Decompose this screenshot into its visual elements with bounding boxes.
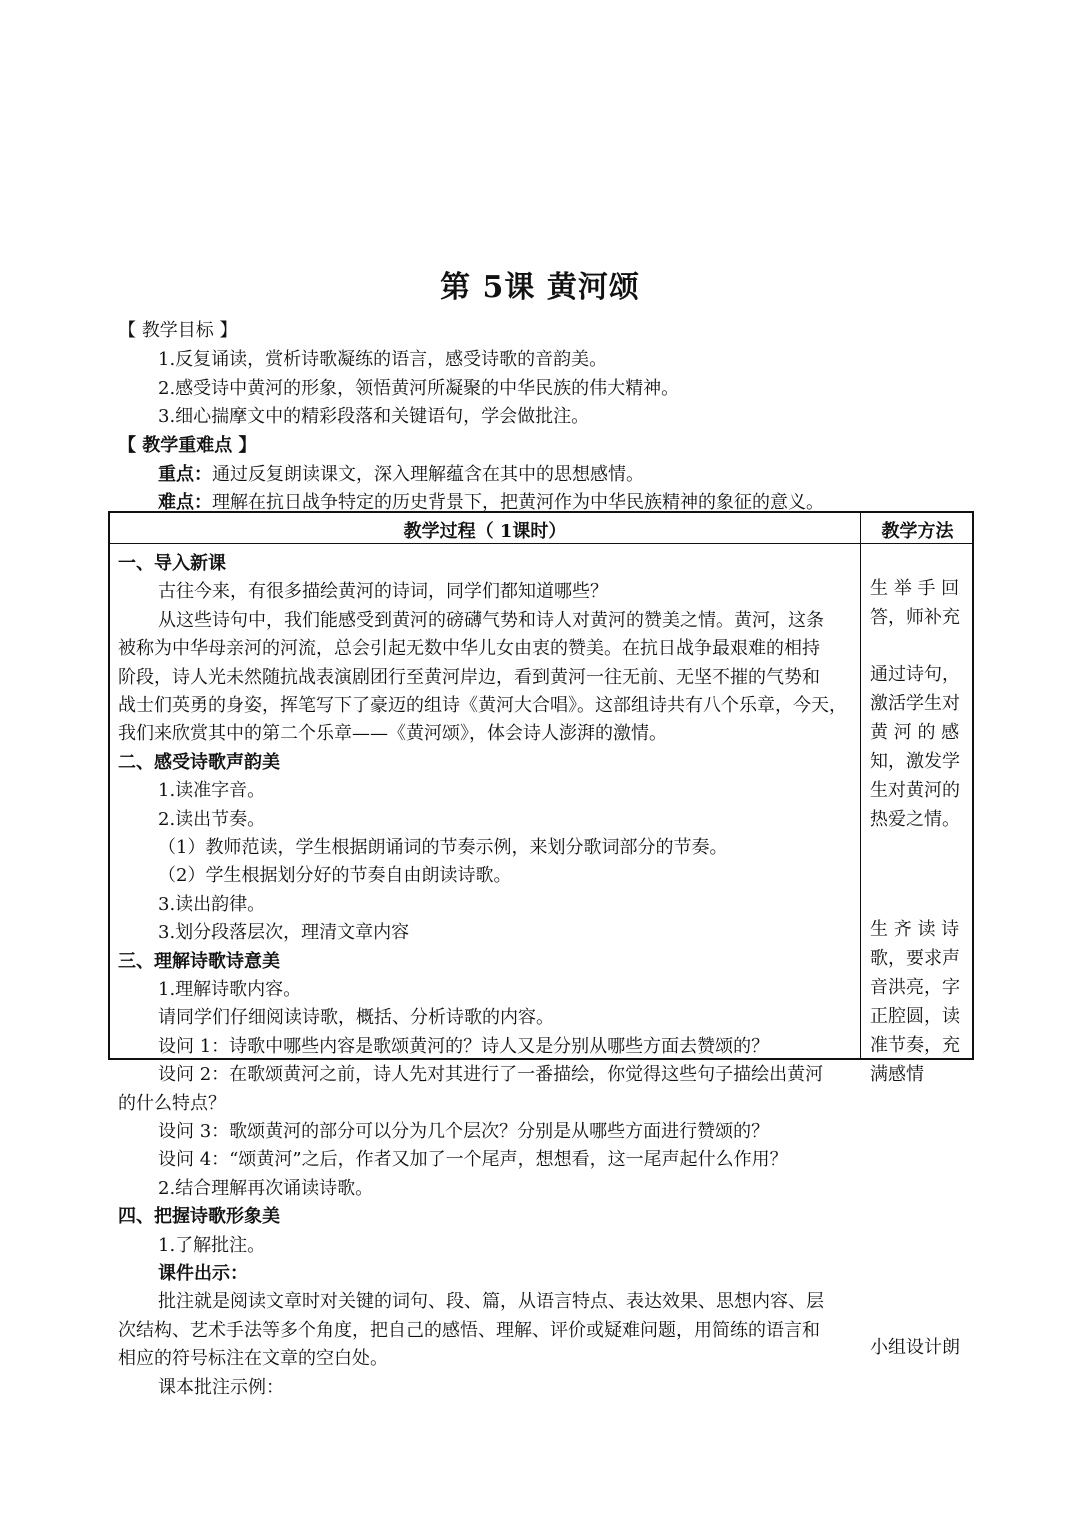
- method-line: 知，激发学: [870, 751, 960, 772]
- method-line: 黄 河 的 感: [870, 722, 960, 743]
- process-line: 设问 1：诗歌中哪些内容是歌颂黄河的？诗人又是分别从哪些方面去赞颂的？: [158, 1035, 770, 1057]
- method-line: 激活学生对: [870, 693, 960, 714]
- process-line: 次结构、艺术手法等多个角度，把自己的感悟、理解、评价或疑难问题，用简练的语言和: [118, 1319, 820, 1341]
- process-line: 从这些诗句中，我们能感受到黄河的磅礴气势和诗人对黄河的赞美之情。黄河，这条: [158, 609, 824, 631]
- method-note: [870, 574, 970, 632]
- method-line: 准节奏，充: [870, 1035, 960, 1056]
- method-line: 热爱之情。: [870, 809, 960, 830]
- process-line: 1.读准字音。: [158, 780, 266, 802]
- method-line: 歌，要求声: [870, 948, 960, 969]
- process-line: 设问 3：歌颂黄河的部分可以分为几个层次？分别是从哪些方面进行赞颂的？: [158, 1121, 770, 1142]
- process-line: 课本批注示例：: [158, 1376, 284, 1398]
- keypoints-header: 【 教学重难点 】: [118, 435, 257, 456]
- page-title: 第 5课 黄河颂: [440, 270, 640, 305]
- process-column-header: 教学过程（ 1课时）: [403, 521, 567, 542]
- process-line: 被称为中华母亲河的河流，总会引起无数中华儿女由衷的赞美。在抗日战争最艰难的相持: [118, 638, 820, 660]
- column-divider: [860, 513, 861, 1058]
- process-line: 3.划分段落层次，理清文章内容: [158, 922, 410, 944]
- objective-item: 3.细心揣摩文中的精彩段落和关键语句，学会做批注。: [158, 406, 590, 427]
- process-line: 1.理解诗歌内容。: [158, 979, 302, 1000]
- objective-item: 1.反复诵读，赏析诗歌凝练的语言，感受诗歌的音韵美。: [158, 349, 608, 370]
- key-point: [158, 460, 644, 486]
- lesson-table: [108, 511, 974, 1398]
- method-line: 生 举 手 回: [870, 578, 960, 599]
- process-line: 古往今来，有很多描绘黄河的诗词，同学们都知道哪些？: [158, 581, 608, 603]
- method-line: 小组设计朗: [870, 1337, 960, 1358]
- process-line: 设问 2：在歌颂黄河之前，诗人先对其进行了一番描绘，你觉得这些句子描绘出黄河: [158, 1064, 824, 1086]
- process-line: 批注就是阅读文章时对关键的词句、段、篇，从语言特点、表达效果、思想内容、层: [158, 1291, 824, 1313]
- process-line: 课件出示：: [158, 1263, 248, 1284]
- method-column-header: 教学方法: [881, 521, 954, 542]
- method-note: [870, 660, 970, 834]
- method-line: 正腔圆，读: [870, 1006, 960, 1027]
- method-note: [870, 915, 970, 1089]
- section-heading: 二、感受诗歌声韵美: [118, 751, 280, 773]
- key-text: 通过反复朗读课文，深入理解蕴含在其中的思想感情。: [212, 464, 644, 485]
- process-line: 相应的符号标注在文章的空白处。: [118, 1348, 388, 1370]
- process-line: 的什么特点？: [118, 1092, 226, 1114]
- objective-item: 2.感受诗中黄河的形象，领悟黄河所凝聚的中华民族的伟大精神。: [158, 378, 680, 399]
- method-line: 满感情: [870, 1064, 924, 1085]
- process-line: 设问 4：“颂黄河”之后，作者又加了一个尾声，想想看，这一尾声起什么作用？: [158, 1149, 788, 1171]
- process-line: 3.读出韵律。: [158, 893, 266, 915]
- method-line: 音洪亮，字: [870, 977, 960, 998]
- process-line: 请同学们仔细阅读诗歌，概括、分析诗歌的内容。: [158, 1007, 554, 1029]
- method-line: 生 齐 读 诗: [870, 919, 960, 940]
- process-line: 战士们英勇的身姿，挥笔写下了豪迈的组诗《黄河大合唱》。这部组诗共有八个乐章，今天，: [118, 695, 847, 716]
- method-line: 通过诗句，: [870, 664, 960, 685]
- process-line: 阶段，诗人光未然随抗战表演剧团行至黄河岸边，看到黄河一往无前、无坚不摧的气势和: [118, 666, 820, 688]
- difficult-label: 难点：: [158, 492, 212, 513]
- method-line: 答，师补充: [870, 607, 960, 628]
- section-heading: 四、把握诗歌形象美: [118, 1206, 280, 1228]
- difficult-text: 理解在抗日战争特定的历史背景下，把黄河作为中华民族精神的象征的意义。: [212, 492, 824, 513]
- process-line: 2.读出节奏。: [158, 808, 266, 830]
- method-note: [870, 1333, 970, 1362]
- process-line: 2.结合理解再次诵读诗歌。: [158, 1177, 374, 1199]
- method-line: 生对黄河的: [870, 780, 960, 801]
- key-label: 重点：: [158, 464, 212, 485]
- process-line: （1）教师范读，学生根据朗诵词的节奏示例，来划分歌词部分的节奏。: [158, 837, 728, 858]
- objectives-header: 【 教学目标 】: [118, 320, 238, 341]
- process-line: （2）学生根据划分好的节奏自由朗读诗歌。: [158, 865, 512, 887]
- section-heading: 三、理解诗歌诗意美: [118, 950, 280, 972]
- process-line: 1.了解批注。: [158, 1234, 266, 1256]
- section-heading: 一、导入新课: [118, 553, 226, 574]
- process-line: 我们来欣赏其中的第二个乐章——《黄河颂》，体会诗人澎湃的激情。: [118, 723, 667, 745]
- header-divider: [110, 543, 972, 544]
